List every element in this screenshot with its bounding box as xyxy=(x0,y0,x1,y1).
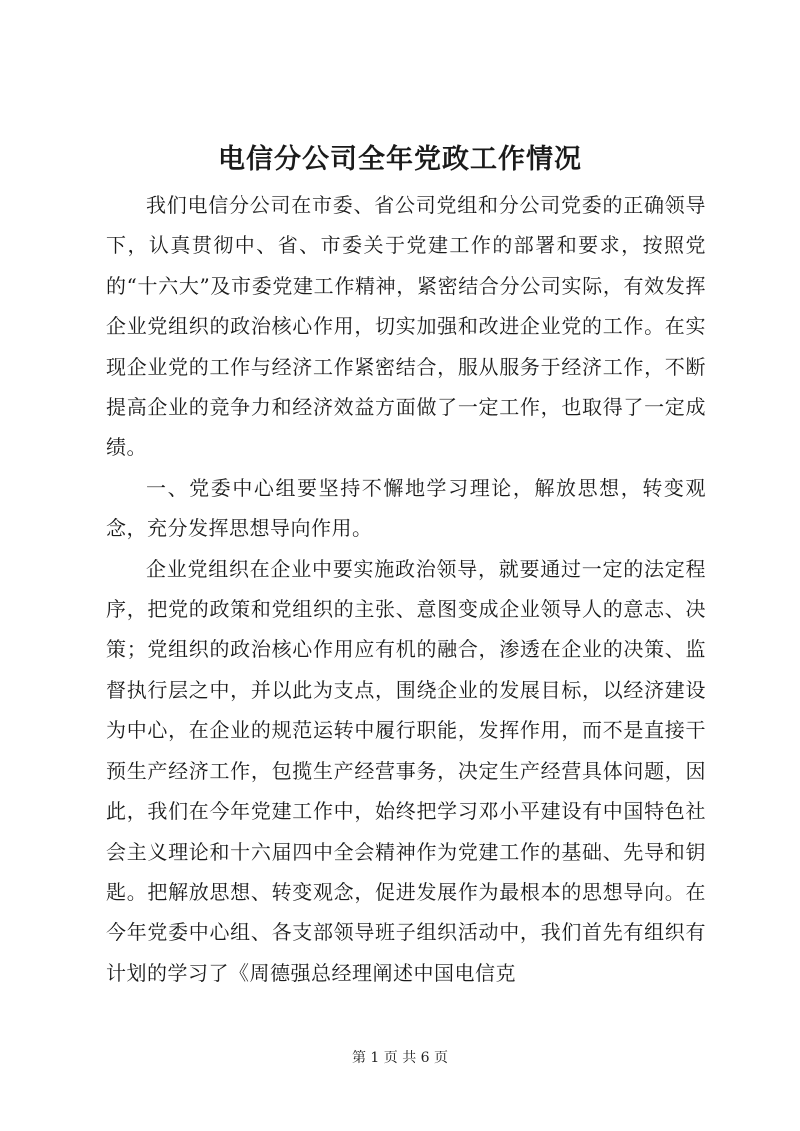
paragraph-intro: 我们电信分公司在市委、省公司党组和分公司党委的正确领导下，认真贯彻中、省、市委关于党建工作的部署和要求，按照党的“十六大”及市委党建工作精神，紧密结合分公司实际，有效发挥企业党组织的政治核心作用，切实加强和改进企业党的工作。在实现企业党的工作与经济工作紧密结合，服从服务于经济工作，不断提高企业的竞争力和经济效益方面做了一定工作，也取得了一定成绩。 xyxy=(106,193,706,460)
document-body xyxy=(106,185,706,993)
paragraph-party-leadership: 企业党组织在企业中要实施政治领导，就要通过一定的法定程序，把党的政策和党组织的主张、意图变成企业领导人的意志、决策；党组织的政治核心作用应有机的融合，渗透在企业的决策、监督执行层之中，并以此为支点，围绕企业的发展目标，以经济建设为中心，在企业的规范运转中履行职能，发挥作用，而不是直接干预生产经济工作，包揽生产经营事务，决定生产经营具体问题，因此，我们在今年党建工作中，始终把学习邓小平建设有中国特色社会主义理论和十六届四中全会精神作为党建工作的基础、先导和钥匙。把解放思想、转变观念，促进发展作为最根本的思想导向。在今年党委中心组、各支部领导班子组织活动中，我们首先有组织有计划的学习了《周德强总经理阐述中国电信克 xyxy=(106,556,706,985)
paragraph-section-heading: 一、党委中心组要坚持不懈地学习理论，解放思想，转变观念，充分发挥思想导向作用。 xyxy=(106,475,706,541)
page-number: 第 1 页 共 6 页 xyxy=(351,1050,449,1066)
document-title: 电信分公司全年党政工作情况 xyxy=(218,144,582,175)
